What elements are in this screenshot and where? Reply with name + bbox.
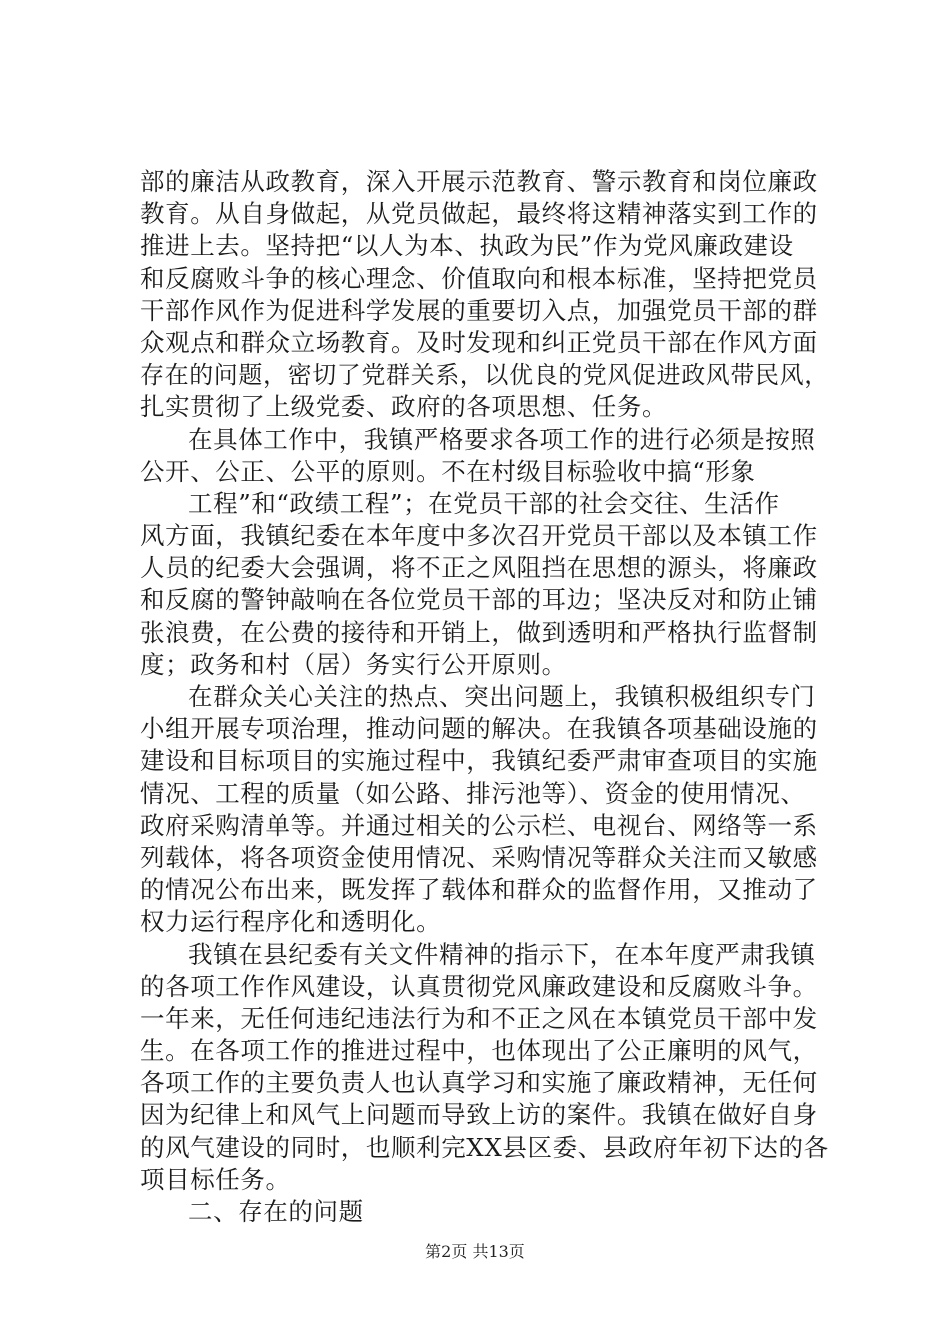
page-number: 第2页 共13页 xyxy=(425,1242,525,1261)
text-line: 政府采购清单等。并通过相关的公示栏、电视台、网络等一系 xyxy=(140,810,818,840)
text-line: 的风气建设的同时，也顺利完XX县区委、县政府年初下达的各 xyxy=(140,1132,829,1162)
text-line: 张浪费，在公费的接待和开销上，做到透明和严格执行监督制 xyxy=(140,617,818,647)
text-line: 教育。从自身做起，从党员做起，最终将这精神落实到工作的 xyxy=(140,199,818,229)
section-heading: 二、存在的问题 xyxy=(188,1197,364,1226)
paragraph-first-line: 在具体工作中，我镇严格要求各项工作的进行必须是按照 xyxy=(188,424,816,454)
text-line: 的情况公布出来，既发挥了载体和群众的监督作用，又推动了 xyxy=(140,875,818,905)
text-line: 度；政务和村（居）务实行公开原则。 xyxy=(140,649,567,679)
document-body xyxy=(140,166,840,1228)
text-line: 权力运行程序化和透明化。 xyxy=(140,907,442,937)
text-line: 工程”和“政绩工程”；在党员干部的社会交往、生活作 xyxy=(188,488,780,518)
text-line: 扎实贯彻了上级党委、政府的各项思想、任务。 xyxy=(140,392,668,422)
paragraph-first-line: 我镇在县纪委有关文件精神的指示下，在本年度严肃我镇 xyxy=(188,939,816,969)
text-line: 公开、公正、公平的原则。不在村级目标验收中搞“形象 xyxy=(140,456,756,486)
text-line: 推进上去。坚持把“以人为本、执政为民”作为党风廉政建设 xyxy=(140,231,794,261)
text-line: 和反腐败斗争的核心理念、价值取向和根本标准，坚持把党员 xyxy=(140,263,818,293)
paragraph-first-line: 在群众关心关注的热点、突出问题上，我镇积极组织专门 xyxy=(188,682,816,711)
text-line: 情况、工程的质量（如公路、排污池等）、资金的使用情况、 xyxy=(140,778,806,808)
text-line: 众观点和群众立场教育。及时发现和纠正党员干部在作风方面 xyxy=(140,327,818,357)
text-line: 部的廉洁从政教育，深入开展示范教育、警示教育和岗位廉政 xyxy=(140,167,818,196)
text-line: 建设和目标项目的实施过程中，我镇纪委严肃审查项目的实施 xyxy=(140,746,818,776)
text-line: 项目标任务。 xyxy=(140,1164,291,1194)
text-line: 一年来，无任何违纪违法行为和不正之风在本镇党员干部中发 xyxy=(140,1003,818,1033)
text-line: 人员的纪委大会强调，将不正之风阻挡在思想的源头，将廉政 xyxy=(140,553,818,583)
text-line: 列载体，将各项资金使用情况、采购情况等群众关注而又敏感 xyxy=(140,842,818,872)
text-line: 各项工作的主要负责人也认真学习和实施了廉政精神，无任何 xyxy=(140,1068,818,1098)
text-line: 的各项工作作风建设，认真贯彻党风廉政建设和反腐败斗争。 xyxy=(140,971,818,1001)
text-line: 小组开展专项治理，推动问题的解决。在我镇各项基础设施的 xyxy=(140,714,818,744)
text-line: 和反腐的警钟敲响在各位党员干部的耳边；坚决反对和防止铺 xyxy=(140,585,818,615)
text-line: 生。在各项工作的推进过程中，也体现出了公正廉明的风气， xyxy=(140,1036,818,1066)
text-line: 因为纪律上和风气上问题而导致上访的案件。我镇在做好自身 xyxy=(140,1100,818,1130)
text-line: 干部作风作为促进科学发展的重要切入点，加强党员干部的群 xyxy=(140,295,818,325)
text-line: 存在的问题，密切了党群关系，以优良的党风促进政风带民风， xyxy=(140,361,829,390)
page-footer xyxy=(0,1240,950,1264)
text-line: 风方面，我镇纪委在本年度中多次召开党员干部以及本镇工作 xyxy=(140,521,818,551)
